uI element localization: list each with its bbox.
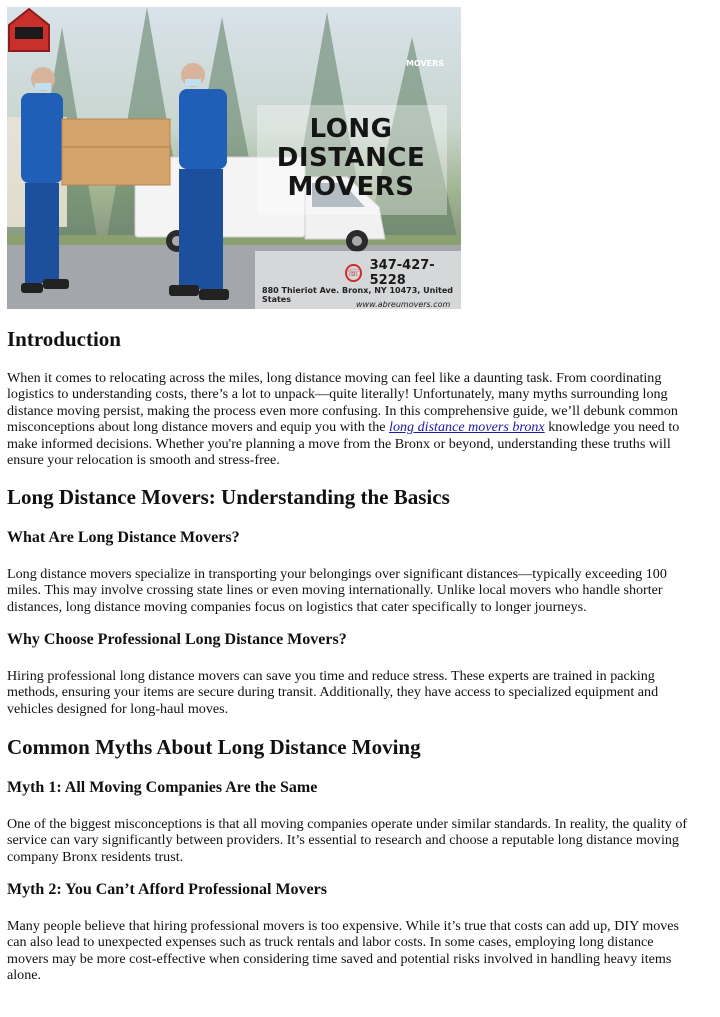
address: 880 Thieriot Ave. Bronx, NY 10473, United States: [262, 286, 454, 304]
what-paragraph: [7, 566, 713, 615]
myth2-line-4: alone.: [7, 967, 42, 984]
what-line-3: distances, long distance moving companies focus on logistics that cater specifically to longer journeys.: [7, 598, 587, 615]
hero-title: [265, 115, 437, 202]
intro-line-4: misconceptions about long distance movers and equip you with the long distance movers bronx knowledge you need to: [7, 419, 680, 436]
myth2-line-2: can also lead to unexpected expenses such as truck rentals and labor costs. In some cases, employing long distance: [7, 934, 654, 951]
intro-heading: Introduction: [7, 327, 121, 351]
long-distance-movers-bronx-link[interactable]: long distance movers bronx: [389, 419, 545, 436]
myth1-line-2: service can vary significantly between providers. It’s essential to research and choose a reputable long distance moving: [7, 832, 679, 849]
hero-title-line-1: LONG: [309, 114, 393, 144]
intro-line-2: logistics to understanding costs, there’s a lot to unpack—quite literally! Unfortunately, many myths surrounding long: [7, 386, 668, 403]
phone-icon: ☏: [345, 264, 362, 282]
intro-line-6: ensure your relocation is smooth and stress-free.: [7, 452, 280, 469]
house-logo-icon: [7, 7, 51, 53]
myth1-paragraph: [7, 816, 713, 865]
why-line-2: methods, ensuring your items are secure during transit. Additionally, they have access to specialized equipment and: [7, 684, 659, 701]
website: www.abreumovers.com: [356, 300, 451, 309]
what-line-2: miles. This may involve crossing state lines or even moving internationally. Unlike local movers who handle shorter: [7, 582, 663, 599]
myth1-heading: Myth 1: All Moving Companies Are the Same: [7, 779, 318, 796]
myth2-line-3: movers may be more cost-effective when considering time saved and potential risks involved in handling heavy items: [7, 950, 672, 967]
myth2-heading: Myth 2: You Can’t Afford Professional Movers: [7, 881, 327, 898]
why-heading: Why Choose Professional Long Distance Movers?: [7, 631, 347, 648]
basics-heading: Long Distance Movers: Understanding the Basics: [7, 485, 450, 509]
intro-paragraph: [7, 370, 713, 468]
why-line-3: vehicles designed for long-haul moves.: [7, 700, 229, 717]
what-heading: What Are Long Distance Movers?: [7, 529, 240, 546]
logo-text: MOVERS: [405, 59, 445, 68]
hero-image: [7, 7, 461, 309]
why-line-1: Hiring professional long distance movers can save you time and reduce stress. These experts are trained in packing: [7, 668, 655, 684]
intro-line-3: distance moving persist, making the process even more confusing. In this comprehensive guide, we’ll debunk common: [7, 402, 678, 419]
myth1-line-1: One of the biggest misconceptions is that all moving companies operate under similar standards. In reality, the quality of: [7, 816, 688, 832]
phone-row: [345, 258, 461, 288]
myth2-line-1: Many people believe that hiring professional movers is too expensive. While it’s true that costs can add up, DIY moves: [7, 918, 680, 934]
why-paragraph: [7, 668, 713, 717]
myth2-paragraph: [7, 918, 713, 984]
myths-heading: Common Myths About Long Distance Moving: [7, 735, 421, 759]
intro-line-1: When it comes to relocating across the miles, long distance moving can feel like a daunting task. From coordinating: [7, 370, 662, 386]
myth1-line-3: company Bronx residents trust.: [7, 848, 184, 865]
intro-line-5: make informed decisions. Whether you're planning a move from the Bronx or beyond, understanding these truths will: [7, 435, 671, 452]
phone-number: 347-427-5228: [369, 258, 435, 288]
hero-title-line-2: DISTANCE: [276, 143, 426, 173]
hero-title-line-3: MOVERS: [287, 172, 415, 202]
what-line-1: Long distance movers specialize in transporting your belongings over significant distances—typically exceeding 100: [7, 566, 667, 582]
